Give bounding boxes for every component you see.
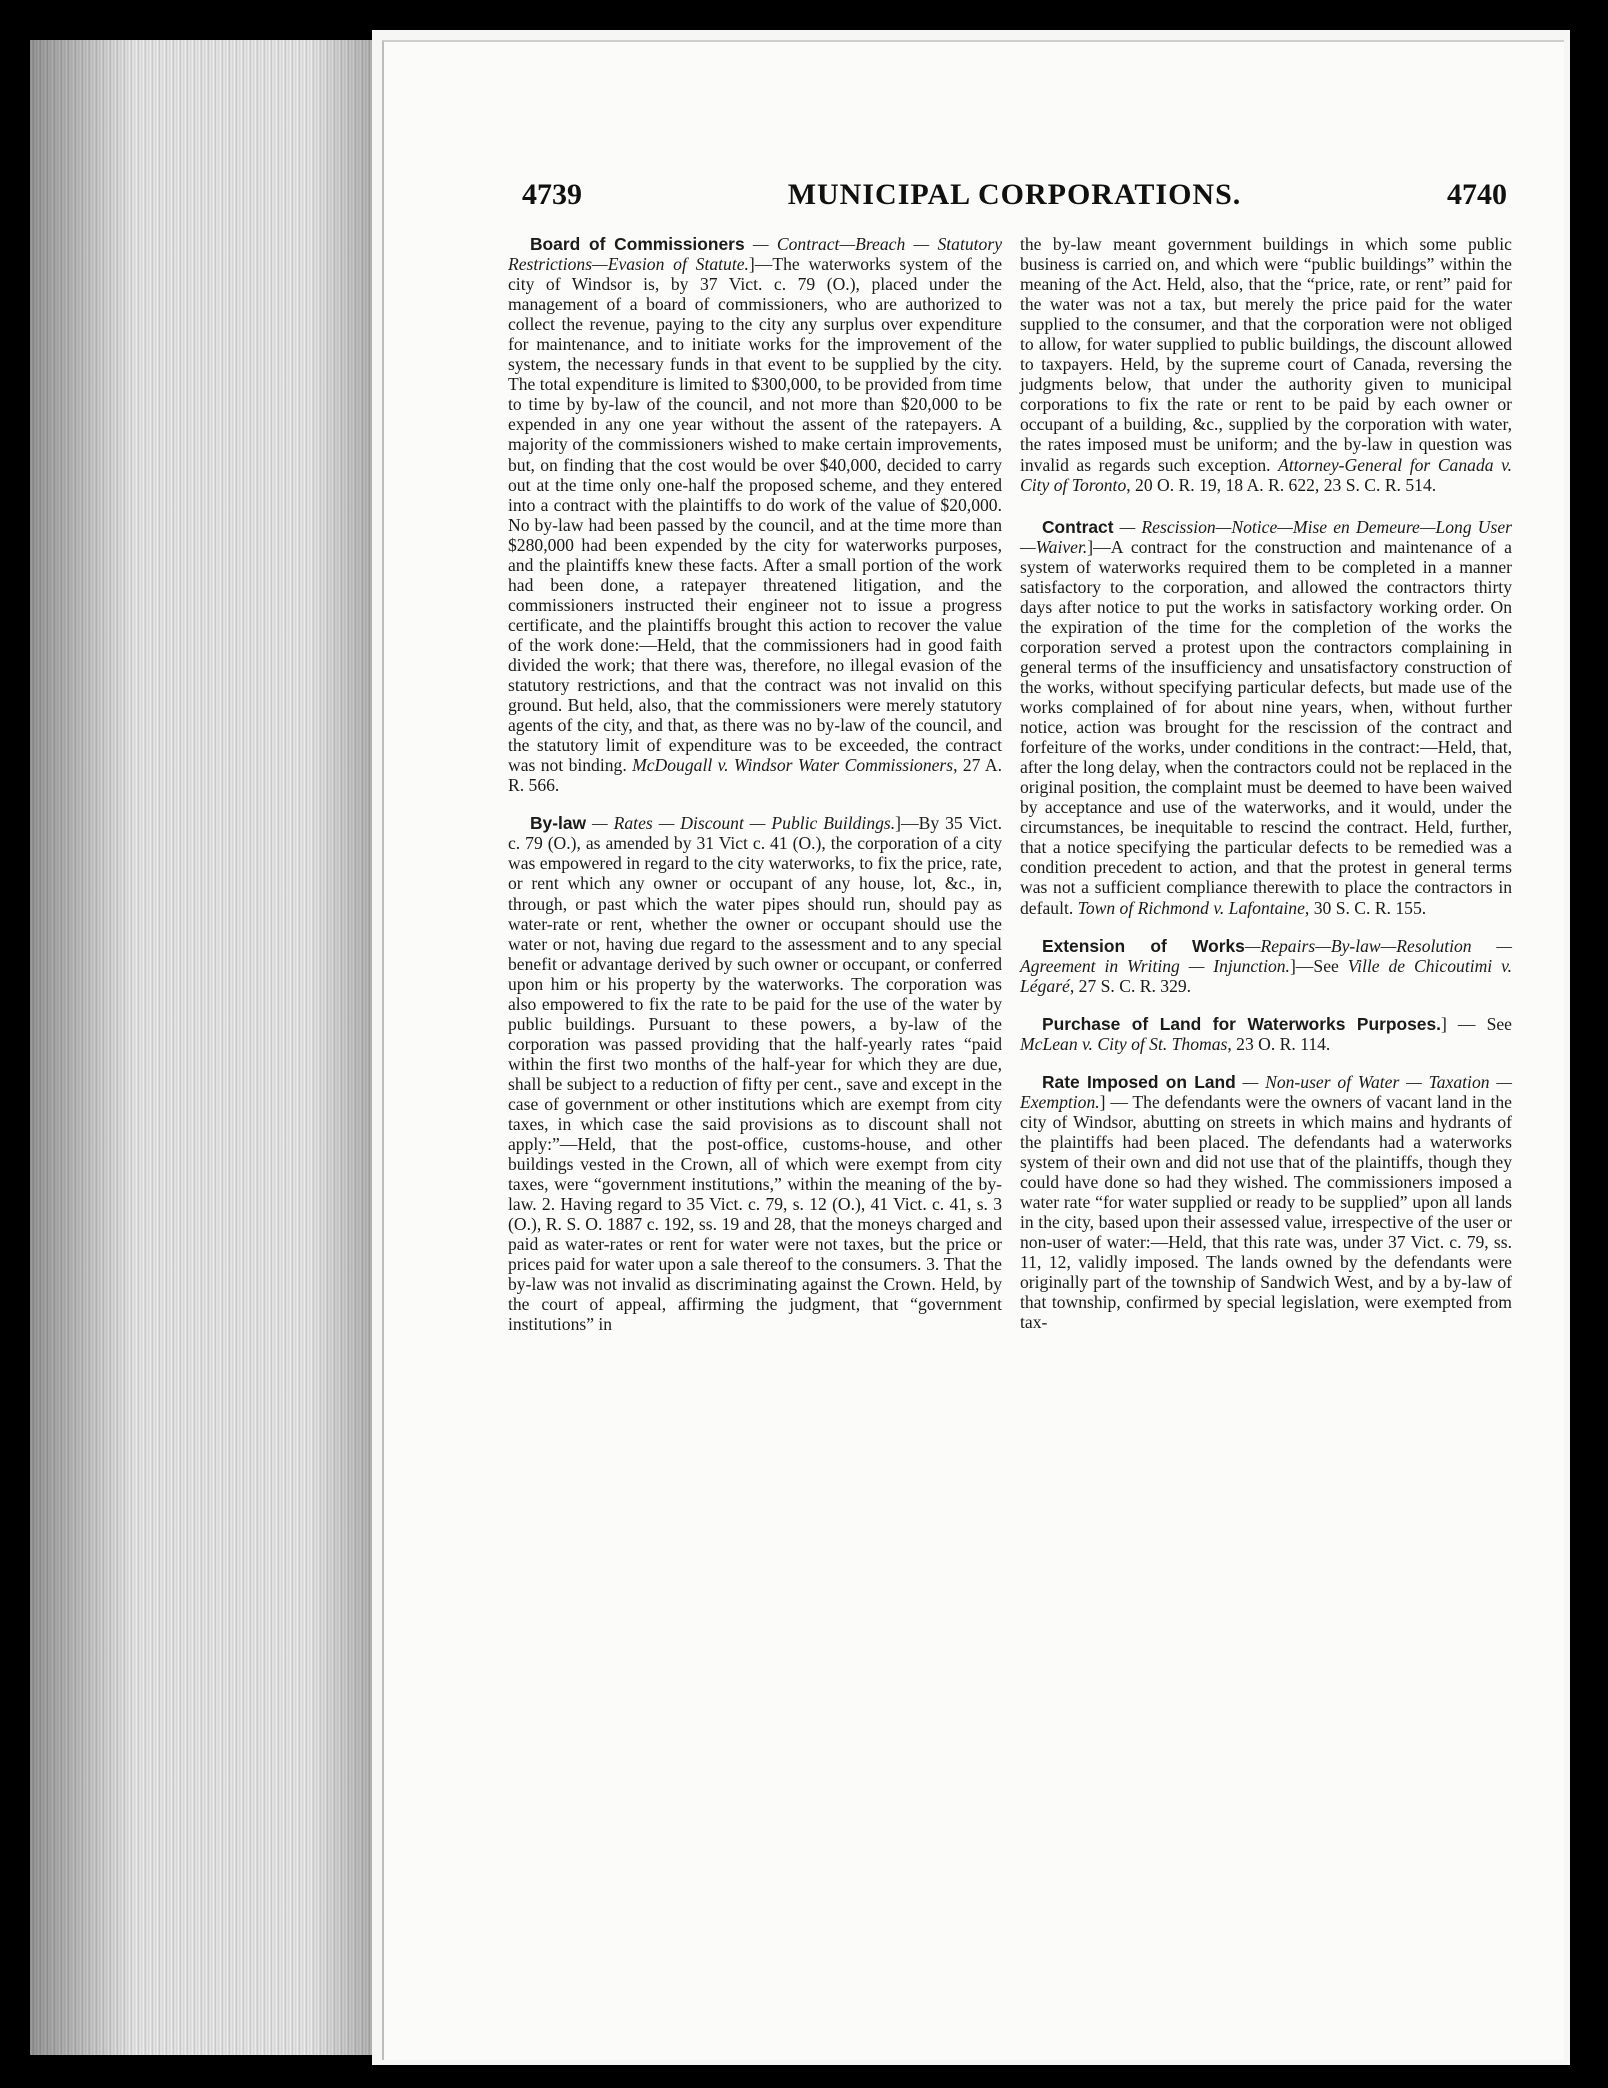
entry-body: ] — The defendants were the owners of vacant land in the city of Windsor, abutting on streets in which mains and hydrants of the plaintiffs had been placed. The defendants had a waterworks system of their own and did not use that of the plaintiffs, though they could have done so had they wished. The commissioners imposed a water rate “for water supplied or ready to be supplied” upon all lands in the city, based upon their assessed value, irrespective of the user or non-user of water:—Held, that this rate was, under 37 Vict. c. 79, ss. 11, 12, validly imposed. The lands owned by the defendants were originally part of the township of Sandwich West, and by a by-law of that township, confirmed by special legislation, were exempted from tax- [1020,1091,1512,1333]
entry-body: ]—A contract for the construction and maintenance of a system of waterworks required them to be completed in a manner satisfactory to the corporation, and allowed the contractors thirty days after notice to put the works in satisfactory working order. On the expiration of the time for the completion of the works the corporation served a protest upon the contractors complaining in general terms of the insufficiency and unsatisfactory construction of the works, without specifying particular defects, but made use of the works complained of for about nine years, when, without further notice, action was brought for the rescission of the contract and forfeiture of the works, under conditions in the contract:—Held, that, after the long delay, when the contractors could not be replaced in the original position, the complaint must be deemed to have been waived by acceptance and use of the waterworks, and it would, under the circumstances, be inequitable to rescind the contract. Held, further, that a notice specifying the particular defects to be remedied was a condition precedent to action, and that the protest in general terms was not a sufficient compliance therewith to place the contractors in default. [1020,536,1512,918]
left-page-number: 4739 [522,178,582,211]
entry-heading: Rate Imposed on Land [1042,1071,1236,1092]
right-page-number: 4740 [1447,178,1507,211]
entry-by-law-continuation [1020,234,1512,495]
case-citation: Town of Richmond v. Lafontaine [1077,897,1305,918]
entry-subheading: — Rescission—Notice—Mise en Demeure—Long User—Waiver. [1020,516,1512,557]
entry-rate-imposed-on-land [1020,1072,1512,1333]
citation-reference: , 23 O. R. 114. [1227,1033,1331,1054]
entry-by-law [508,813,1002,1334]
entry-heading: Purchase of Land for Waterworks Purposes. [1042,1013,1441,1034]
entry-heading: Board of Commissioners [530,234,745,254]
entry-body: ]—See [1289,955,1348,976]
left-column [508,234,1002,1353]
entry-body: the by-law meant government buildings in which some public business is carried on, and which were “public buildings” within the meaning of the Act. Held, also, that the “price, rate, or rent” paid for the water was not a tax, but merely the price paid for the water supplied to the consumer, and that the corporation were not obliged to allow, for water supplied to public buildings, the discount allowed to taxpayers. Held, by the supreme court of Canada, reversing the judgments below, that under the authority given to municipal corporations to fix the rate or rent to be paid by each owner or occupant of a building, &c., supplied by the corporation with water, the rates imposed must be uniform; and the by-law in question was invalid as regards such exception. [1020,234,1512,475]
entry-heading: Extension of Works [1042,935,1245,956]
entry-board-of-commissioners [508,234,1002,795]
entry-heading: By-law [530,813,587,834]
running-title: MUNICIPAL CORPORATIONS. [787,178,1242,211]
entry-extension-of-works [1020,936,1512,996]
case-citation: McDougall v. Windsor Water Commissioners [632,755,954,776]
entry-body: ]—The waterworks system of the city of Windsor is, by 37 Vict. c. 79 (O.), placed under the management of a board of commissioners, who are authorized to collect the revenue, paying to the city any surplus over expenditure for maintenance, and to initiate works for the improvement of the system, the necessary funds in that event to be supplied by the city. The total expenditure is limited to $300,000, to be provided from time to time by by-law of the council, and not more than $20,000 to be expended in any one year without the assent of the ratepayers. A majority of the commissioners wished to make certain improvements, but, on finding that the cost would be over $40,000, decided to carry out at the time only one-half the proposed scheme, and they entered into a contract with the plaintiffs to do work of the value of $20,000. No by-law had been passed by the council, and at the time more than $280,000 had been expended by the city for waterworks purposes, and the plaintiffs knew these facts. After a small portion of the work had been done, a ratepayer threatened litigation, and the commissioners instructed their engineer not to issue a progress certificate, and the plaintiffs brought this action to recover the value of the work done:—Held, that the commissioners had in good faith divided the work; that there was, therefore, no illegal evasion of the statutory restrictions, and that the contract was not invalid on this ground. But held, also, that the commissioners were merely statutory agents of the city, and that, as there was no by-law of the council, and the statutory limit of expenditure was to be exceeded, the contract was not binding. [508,254,1003,776]
right-column [1020,234,1512,1350]
entry-heading: Contract [1042,516,1114,537]
entry-subheading: — Non-user of Water — Taxation — Exemption. [1020,1071,1513,1112]
entry-subheading: — Contract—Breach — Statutory Restrictions—Evasion of Statute. [508,234,1003,275]
case-citation: McLean v. City of St. Thomas [1020,1033,1228,1054]
entry-purchase-of-land [1020,1014,1512,1054]
entry-subheading: — Rates — Discount — Public Buildings. [586,813,896,834]
entry-body: ]—By 35 Vict. c. 79 (O.), as amended by 31 Vict c. 41 (O.), the corporation of a city was empowered in regard to the city waterworks, to fix the price, rate, or rent which any owner or occupant of any house, lot, &c., in, through, or past which the water pipes should run, should pay as water-rate or rent, whether the owner or occupant should use the water or not, having due regard to the assessment and to any special benefit or advantage derived by such owner or occupant, or conferred upon him or his property by the waterworks. The corporation was also empowered to fix the rate to be paid for the use of the water by public buildings. Pursuant to these powers, a by-law of the corporation was passed providing that the half-yearly rates “paid within the first two months of the half-year for which they are due, shall be subject to a reduction of fifty per cent., save and except in the case of government or other institutions which are exempt from city taxes, in which case the said provisions as to discount shall not apply:”—Held, that the post-office, customs-house, and other buildings vested in the Crown, all of which were exempt from city taxes, were “government institutions,” within the meaning of the by-law. 2. Having regard to 35 Vict. c. 79, s. 12 (O.), 41 Vict. c. 41, s. 3 (O.), R. S. O. 1887 c. 192, ss. 19 and 28, that the moneys charged and paid as water-rates or rent for water were not taxes, but the price or prices paid for water upon a sale thereof to the consumers. 3. That the by-law was not invalid as discriminating against the Crown. Held, by the court of appeal, affirming the judgment, that “government institutions” in [508,813,1002,1335]
case-citation: Attorney-General for Canada v. City of Toronto [1020,454,1512,495]
entry-body: ] — See [1440,1013,1512,1034]
citation-reference: , 27 S. C. R. 329. [1069,975,1192,996]
entry-contract [1020,517,1512,918]
citation-reference: , 20 O. R. 19, 18 A. R. 622, 23 S. C. R. 514. [1126,474,1437,495]
entry-subheading: —Repairs—By-law—Resolution — Agreement in Writing — Injunction. [1020,935,1512,976]
case-citation: Ville de Chicoutimi v. Légaré [1020,955,1512,996]
running-head [522,178,1507,218]
book-edge-shadow [30,40,380,2055]
citation-reference: , 27 A. R. 566. [508,755,1002,796]
citation-reference: , 30 S. C. R. 155. [1304,897,1427,918]
